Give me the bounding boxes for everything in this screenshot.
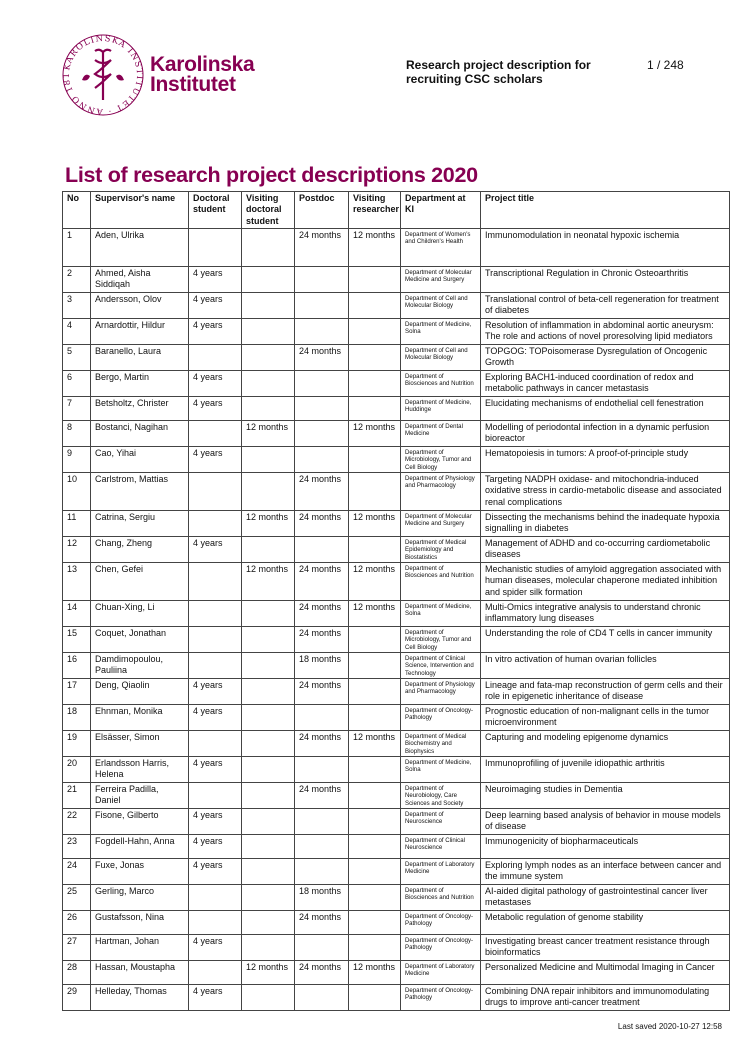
cell-project-title: Neuroimaging studies in Dementia <box>481 783 730 809</box>
cell-visiting-doctoral: 12 months <box>242 421 295 447</box>
cell-doctoral: 4 years <box>189 293 242 319</box>
cell-no: 14 <box>63 601 91 627</box>
cell-supervisor: Helleday, Thomas <box>91 985 189 1011</box>
cell-department: Department of Physiology and Pharmacology <box>401 679 481 705</box>
cell-visiting-researcher <box>349 447 401 473</box>
cell-project-title: Management of ADHD and co-occurring cardiometabolic diseases <box>481 537 730 563</box>
cell-postdoc <box>295 397 349 421</box>
cell-postdoc: 24 months <box>295 783 349 809</box>
page-title: List of research project descriptions 2020 <box>65 163 478 187</box>
cell-no: 25 <box>63 885 91 911</box>
cell-doctoral <box>189 345 242 371</box>
cell-visiting-doctoral <box>242 985 295 1011</box>
cell-visiting-doctoral <box>242 345 295 371</box>
column-header-no: No <box>63 192 91 229</box>
table-row <box>63 911 730 935</box>
cell-no: 15 <box>63 627 91 653</box>
cell-visiting-doctoral <box>242 229 295 267</box>
cell-visiting-researcher <box>349 473 401 511</box>
cell-visiting-doctoral <box>242 679 295 705</box>
cell-project-title: Translational control of beta-cell regeneration for treatment of diabetes <box>481 293 730 319</box>
cell-postdoc <box>295 859 349 885</box>
cell-project-title: Immunomodulation in neonatal hypoxic ischemia <box>481 229 730 267</box>
table-row <box>63 293 730 319</box>
cell-department: Department of Laboratory Medicine <box>401 859 481 885</box>
cell-doctoral <box>189 473 242 511</box>
cell-postdoc <box>295 421 349 447</box>
cell-postdoc <box>295 705 349 731</box>
column-header-supervisor: Supervisor's name <box>91 192 189 229</box>
cell-supervisor: Cao, Yihai <box>91 447 189 473</box>
cell-supervisor: Deng, Qiaolin <box>91 679 189 705</box>
cell-project-title: Exploring lymph nodes as an interface between cancer and the immune system <box>481 859 730 885</box>
cell-postdoc <box>295 293 349 319</box>
cell-visiting-researcher: 12 months <box>349 229 401 267</box>
cell-department: Department of Oncology-Pathology <box>401 985 481 1011</box>
cell-visiting-doctoral <box>242 293 295 319</box>
cell-department: Department of Medical Epidemiology and Biostatistics <box>401 537 481 563</box>
cell-visiting-doctoral <box>242 319 295 345</box>
cell-supervisor: Fogdell-Hahn, Anna <box>91 835 189 859</box>
cell-postdoc <box>295 267 349 293</box>
cell-no: 28 <box>63 961 91 985</box>
cell-visiting-doctoral <box>242 397 295 421</box>
cell-postdoc: 18 months <box>295 653 349 679</box>
cell-visiting-doctoral <box>242 885 295 911</box>
cell-visiting-researcher <box>349 653 401 679</box>
cell-project-title: Lineage and fata-map reconstruction of germ cells and their role in epigenetic inheritance of disease <box>481 679 730 705</box>
column-header-postdoc: Postdoc <box>295 192 349 229</box>
logo-line-1: Karolinska <box>150 53 255 76</box>
cell-project-title: Mechanistic studies of amyloid aggregation associated with human diseases, molecular chaperone mediated inhibition and spider silk formation <box>481 563 730 601</box>
cell-no: 21 <box>63 783 91 809</box>
table-row <box>63 447 730 473</box>
cell-visiting-doctoral <box>242 537 295 563</box>
cell-no: 18 <box>63 705 91 731</box>
table-row <box>63 537 730 563</box>
cell-department: Department of Medicine, Huddinge <box>401 397 481 421</box>
cell-no: 27 <box>63 935 91 961</box>
cell-no: 11 <box>63 511 91 537</box>
cell-postdoc <box>295 447 349 473</box>
cell-visiting-doctoral: 12 months <box>242 511 295 537</box>
cell-department: Department of Oncology-Pathology <box>401 935 481 961</box>
cell-visiting-researcher <box>349 679 401 705</box>
table-row <box>63 705 730 731</box>
cell-no: 5 <box>63 345 91 371</box>
cell-no: 7 <box>63 397 91 421</box>
cell-department: Department of Biosciences and Nutrition <box>401 885 481 911</box>
cell-project-title: AI-aided digital pathology of gastrointestinal cancer liver metastases <box>481 885 730 911</box>
logo-wordmark <box>150 55 254 95</box>
cell-department: Department of Oncology-Pathology <box>401 911 481 935</box>
cell-postdoc <box>295 319 349 345</box>
cell-visiting-researcher <box>349 537 401 563</box>
cell-visiting-doctoral <box>242 757 295 783</box>
cell-supervisor: Andersson, Olov <box>91 293 189 319</box>
cell-no: 16 <box>63 653 91 679</box>
cell-visiting-researcher <box>349 371 401 397</box>
cell-project-title: Targeting NADPH oxidase- and mitochondria-induced oxidative stress in cardio-metabolic disease and associated renal complications <box>481 473 730 511</box>
cell-department: Department of Cell and Molecular Biology <box>401 345 481 371</box>
table-row <box>63 809 730 835</box>
cell-doctoral <box>189 653 242 679</box>
project-table <box>62 191 730 1011</box>
cell-no: 1 <box>63 229 91 267</box>
table-row <box>63 835 730 859</box>
cell-department: Department of Medicine, Solna <box>401 319 481 345</box>
cell-visiting-doctoral <box>242 371 295 397</box>
cell-visiting-researcher <box>349 705 401 731</box>
cell-visiting-researcher <box>349 885 401 911</box>
cell-visiting-doctoral <box>242 911 295 935</box>
cell-visiting-doctoral <box>242 627 295 653</box>
cell-department: Department of Women's and Children's Health <box>401 229 481 267</box>
cell-supervisor: Ahmed, Aisha Siddiqah <box>91 267 189 293</box>
svg-text:KAROLINSKA INSTITUTET · ANNO 1: KAROLINSKA INSTITUTET · ANNO 181 <box>61 33 145 117</box>
cell-no: 24 <box>63 859 91 885</box>
cell-visiting-researcher <box>349 935 401 961</box>
cell-project-title: Exploring BACH1-induced coordination of redox and metabolic pathways in cancer metastasis <box>481 371 730 397</box>
cell-supervisor: Bergo, Martin <box>91 371 189 397</box>
cell-no: 22 <box>63 809 91 835</box>
cell-supervisor: Coquet, Jonathan <box>91 627 189 653</box>
cell-no: 9 <box>63 447 91 473</box>
table-row <box>63 397 730 421</box>
cell-visiting-researcher: 12 months <box>349 511 401 537</box>
cell-doctoral <box>189 731 242 757</box>
cell-no: 17 <box>63 679 91 705</box>
cell-visiting-doctoral <box>242 783 295 809</box>
cell-visiting-doctoral <box>242 835 295 859</box>
cell-supervisor: Hartman, Johan <box>91 935 189 961</box>
cell-postdoc <box>295 985 349 1011</box>
table-row <box>63 601 730 627</box>
cell-postdoc: 24 months <box>295 473 349 511</box>
cell-visiting-researcher <box>349 757 401 783</box>
cell-department: Department of Neuroscience <box>401 809 481 835</box>
cell-doctoral: 4 years <box>189 757 242 783</box>
cell-department: Department of Microbiology, Tumor and Cell Biology <box>401 447 481 473</box>
cell-postdoc <box>295 835 349 859</box>
cell-no: 6 <box>63 371 91 397</box>
cell-department: Department of Medicine, Solna <box>401 601 481 627</box>
cell-project-title: Dissecting the mechanisms behind the inadequate hypoxia signalling in diabetes <box>481 511 730 537</box>
cell-supervisor: Ferreira Padilla, Daniel <box>91 783 189 809</box>
table-row <box>63 511 730 537</box>
cell-visiting-doctoral <box>242 473 295 511</box>
cell-postdoc: 24 months <box>295 961 349 985</box>
cell-department: Department of Medical Biochemistry and Biophysics <box>401 731 481 757</box>
cell-supervisor: Chang, Zheng <box>91 537 189 563</box>
cell-doctoral: 4 years <box>189 397 242 421</box>
cell-no: 20 <box>63 757 91 783</box>
table-row <box>63 473 730 511</box>
cell-project-title: Multi-Omics integrative analysis to understand chronic inflammatory lung diseases <box>481 601 730 627</box>
cell-visiting-doctoral <box>242 705 295 731</box>
cell-visiting-doctoral: 12 months <box>242 563 295 601</box>
cell-visiting-researcher: 12 months <box>349 731 401 757</box>
cell-project-title: Resolution of inflammation in abdominal aortic aneurysm: The role and actions of novel proresolving lipid mediators <box>481 319 730 345</box>
cell-department: Department of Molecular Medicine and Surgery <box>401 511 481 537</box>
cell-department: Department of Physiology and Pharmacology <box>401 473 481 511</box>
cell-supervisor: Ehnman, Monika <box>91 705 189 731</box>
cell-postdoc: 18 months <box>295 885 349 911</box>
cell-doctoral: 4 years <box>189 267 242 293</box>
cell-doctoral <box>189 511 242 537</box>
cell-postdoc: 24 months <box>295 511 349 537</box>
cell-visiting-researcher: 12 months <box>349 961 401 985</box>
cell-doctoral <box>189 601 242 627</box>
cell-doctoral <box>189 563 242 601</box>
cell-supervisor: Fuxe, Jonas <box>91 859 189 885</box>
cell-supervisor: Chuan-Xing, Li <box>91 601 189 627</box>
cell-doctoral: 4 years <box>189 319 242 345</box>
cell-no: 19 <box>63 731 91 757</box>
table-row <box>63 371 730 397</box>
cell-visiting-doctoral <box>242 653 295 679</box>
column-header-doctoral: Doctoral student <box>189 192 242 229</box>
cell-doctoral: 4 years <box>189 935 242 961</box>
cell-doctoral: 4 years <box>189 447 242 473</box>
cell-doctoral: 4 years <box>189 371 242 397</box>
table-row <box>63 885 730 911</box>
cell-project-title: Understanding the role of CD4 T cells in cancer immunity <box>481 627 730 653</box>
column-header-project-title: Project title <box>481 192 730 229</box>
document-title: Research project description for recruiting CSC scholars <box>406 58 591 86</box>
cell-no: 2 <box>63 267 91 293</box>
cell-department: Department of Medicine, Solna <box>401 757 481 783</box>
cell-postdoc: 24 months <box>295 911 349 935</box>
cell-visiting-researcher: 12 months <box>349 563 401 601</box>
cell-no: 3 <box>63 293 91 319</box>
table-body <box>63 229 730 1011</box>
cell-postdoc: 24 months <box>295 731 349 757</box>
cell-doctoral: 4 years <box>189 859 242 885</box>
cell-department: Department of Biosciences and Nutrition <box>401 371 481 397</box>
cell-postdoc: 24 months <box>295 229 349 267</box>
cell-visiting-doctoral <box>242 731 295 757</box>
cell-project-title: Elucidating mechanisms of endothelial cell fenestration <box>481 397 730 421</box>
cell-postdoc: 24 months <box>295 345 349 371</box>
cell-postdoc: 24 months <box>295 601 349 627</box>
cell-visiting-researcher <box>349 911 401 935</box>
cell-postdoc <box>295 809 349 835</box>
cell-visiting-researcher <box>349 809 401 835</box>
column-header-visiting-researcher: Visiting researcher <box>349 192 401 229</box>
cell-project-title: Hematopoiesis in tumors: A proof-of-principle study <box>481 447 730 473</box>
table-row <box>63 985 730 1011</box>
cell-department: Department of Microbiology, Tumor and Cell Biology <box>401 627 481 653</box>
cell-department: Department of Neurobiology, Care Sciences and Society <box>401 783 481 809</box>
table-row <box>63 345 730 371</box>
cell-department: Department of Cell and Molecular Biology <box>401 293 481 319</box>
cell-supervisor: Baranello, Laura <box>91 345 189 371</box>
cell-supervisor: Gustafsson, Nina <box>91 911 189 935</box>
logo-line-2: Institutet <box>150 73 236 96</box>
cell-visiting-researcher <box>349 985 401 1011</box>
table-row <box>63 935 730 961</box>
cell-visiting-doctoral <box>242 935 295 961</box>
cell-postdoc <box>295 757 349 783</box>
cell-doctoral: 4 years <box>189 705 242 731</box>
table-row <box>63 653 730 679</box>
table-row <box>63 421 730 447</box>
cell-no: 12 <box>63 537 91 563</box>
cell-visiting-researcher <box>349 627 401 653</box>
cell-no: 10 <box>63 473 91 511</box>
cell-supervisor: Betsholtz, Christer <box>91 397 189 421</box>
cell-visiting-doctoral <box>242 809 295 835</box>
cell-supervisor: Hassan, Moustapha <box>91 961 189 985</box>
table-row <box>63 783 730 809</box>
cell-project-title: Capturing and modeling epigenome dynamics <box>481 731 730 757</box>
cell-project-title: Modelling of periodontal infection in a dynamic perfusion bioreactor <box>481 421 730 447</box>
cell-no: 13 <box>63 563 91 601</box>
cell-supervisor: Aden, Ulrika <box>91 229 189 267</box>
cell-doctoral <box>189 627 242 653</box>
cell-supervisor: Catrina, Sergiu <box>91 511 189 537</box>
cell-visiting-researcher <box>349 783 401 809</box>
table-row <box>63 319 730 345</box>
cell-project-title: Deep learning based analysis of behavior in mouse models of disease <box>481 809 730 835</box>
cell-visiting-researcher <box>349 319 401 345</box>
table-header-row <box>63 192 730 229</box>
cell-visiting-doctoral <box>242 267 295 293</box>
cell-doctoral <box>189 421 242 447</box>
cell-supervisor: Gerling, Marco <box>91 885 189 911</box>
cell-doctoral <box>189 229 242 267</box>
cell-project-title: Prognostic education of non-malignant cells in the tumor microenvironment <box>481 705 730 731</box>
cell-visiting-researcher <box>349 293 401 319</box>
cell-doctoral: 4 years <box>189 835 242 859</box>
cell-no: 8 <box>63 421 91 447</box>
cell-project-title: Immunogenicity of biopharmaceuticals <box>481 835 730 859</box>
cell-department: Department of Molecular Medicine and Surgery <box>401 267 481 293</box>
cell-supervisor: Arnardottir, Hildur <box>91 319 189 345</box>
cell-postdoc: 24 months <box>295 679 349 705</box>
cell-doctoral <box>189 885 242 911</box>
table-row <box>63 563 730 601</box>
cell-doctoral: 4 years <box>189 809 242 835</box>
cell-project-title: Transcriptional Regulation in Chronic Osteoarthritis <box>481 267 730 293</box>
cell-visiting-researcher <box>349 397 401 421</box>
cell-project-title: Investigating breast cancer treatment resistance through bioinformatics <box>481 935 730 961</box>
cell-department: Department of Dental Medicine <box>401 421 481 447</box>
cell-supervisor: Elsässer, Simon <box>91 731 189 757</box>
cell-no: 23 <box>63 835 91 859</box>
cell-supervisor: Damdimopoulou, Pauliina <box>91 653 189 679</box>
seal-icon <box>58 30 148 120</box>
cell-no: 29 <box>63 985 91 1011</box>
cell-visiting-researcher: 12 months <box>349 421 401 447</box>
cell-postdoc: 24 months <box>295 563 349 601</box>
cell-no: 26 <box>63 911 91 935</box>
cell-department: Department of Clinical Science, Intervention and Technology <box>401 653 481 679</box>
cell-postdoc <box>295 935 349 961</box>
cell-visiting-doctoral <box>242 601 295 627</box>
page-number: 1 / 248 <box>647 58 684 72</box>
cell-supervisor: Erlandsson Harris, Helena <box>91 757 189 783</box>
cell-postdoc <box>295 537 349 563</box>
table-row <box>63 859 730 885</box>
table-row <box>63 961 730 985</box>
table-row <box>63 757 730 783</box>
cell-visiting-researcher <box>349 859 401 885</box>
table-row <box>63 627 730 653</box>
cell-visiting-doctoral <box>242 447 295 473</box>
cell-project-title: Personalized Medicine and Multimodal Imaging in Cancer <box>481 961 730 985</box>
cell-no: 4 <box>63 319 91 345</box>
cell-visiting-researcher: 12 months <box>349 601 401 627</box>
cell-project-title: In vitro activation of human ovarian follicles <box>481 653 730 679</box>
cell-postdoc: 24 months <box>295 627 349 653</box>
cell-doctoral <box>189 961 242 985</box>
cell-supervisor: Bostanci, Nagihan <box>91 421 189 447</box>
table-row <box>63 267 730 293</box>
cell-visiting-doctoral: 12 months <box>242 961 295 985</box>
cell-department: Department of Oncology-Pathology <box>401 705 481 731</box>
cell-visiting-researcher <box>349 267 401 293</box>
column-header-visiting-doctoral: Visiting doctoral student <box>242 192 295 229</box>
cell-project-title: Metabolic regulation of genome stability <box>481 911 730 935</box>
cell-visiting-researcher <box>349 345 401 371</box>
cell-visiting-doctoral <box>242 859 295 885</box>
cell-supervisor: Fisone, Gilberto <box>91 809 189 835</box>
cell-doctoral: 4 years <box>189 985 242 1011</box>
table-row <box>63 731 730 757</box>
cell-project-title: TOPGOG: TOPoisomerase Dysregulation of Oncogenic Growth <box>481 345 730 371</box>
cell-postdoc <box>295 371 349 397</box>
cell-department: Department of Laboratory Medicine <box>401 961 481 985</box>
table-row <box>63 679 730 705</box>
cell-visiting-researcher <box>349 835 401 859</box>
last-saved: Last saved 2020-10-27 12:58 <box>617 1022 722 1031</box>
table-row <box>63 229 730 267</box>
cell-supervisor: Carlstrom, Mattias <box>91 473 189 511</box>
cell-doctoral: 4 years <box>189 679 242 705</box>
cell-project-title: Immunoprofiling of juvenile idiopathic arthritis <box>481 757 730 783</box>
cell-department: Department of Clinical Neuroscience <box>401 835 481 859</box>
cell-project-title: Combining DNA repair inhibitors and immunomodulating drugs to improve anti-cancer treatment <box>481 985 730 1011</box>
column-header-department: Department at KI <box>401 192 481 229</box>
cell-doctoral <box>189 783 242 809</box>
cell-department: Department of Biosciences and Nutrition <box>401 563 481 601</box>
cell-supervisor: Chen, Gefei <box>91 563 189 601</box>
cell-doctoral <box>189 911 242 935</box>
cell-doctoral: 4 years <box>189 537 242 563</box>
